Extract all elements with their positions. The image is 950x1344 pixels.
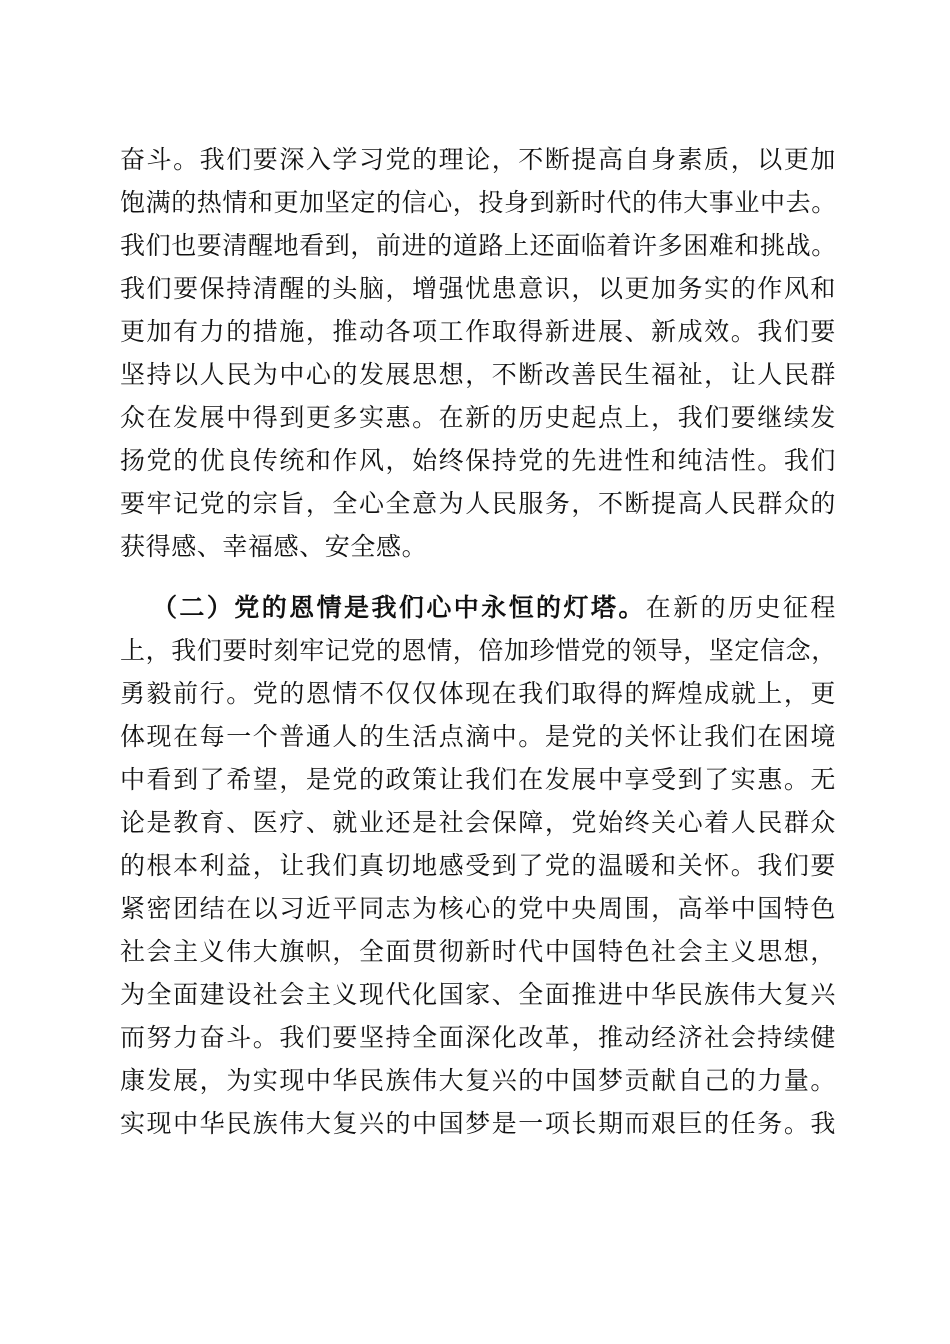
paragraph-line: 获得感、幸福感、安全感。	[120, 532, 428, 561]
paragraph-line: 奋斗。我们要深入学习党的理论，不断提高自身素质，以更加	[120, 145, 836, 174]
paragraph-line: 体现在每一个普通人的生活点滴中。是党的关怀让我们在困境	[120, 722, 836, 751]
paragraph-line: 勇毅前行。党的恩情不仅仅体现在我们取得的辉煌成就上，更	[120, 679, 836, 708]
section-first-line-text: 在新的历史征程	[645, 593, 836, 622]
section-heading: （二）党的恩情是我们心中永恒的灯塔。	[152, 593, 646, 622]
section-first-line	[152, 591, 836, 625]
paragraph-line: 论是教育、医疗、就业还是社会保障，党始终关心着人民群众	[120, 808, 836, 837]
paragraph-line: 更加有力的措施，推动各项工作取得新进展、新成效。我们要	[120, 317, 836, 346]
paragraph-line: 中看到了希望，是党的政策让我们在发展中享受到了实惠。无	[120, 765, 836, 794]
paragraph-line: 饱满的热情和更加坚定的信心，投身到新时代的伟大事业中去。	[120, 188, 837, 217]
paragraph-line: 众在发展中得到更多实惠。在新的历史起点上，我们要继续发	[120, 403, 836, 432]
paragraph-line: 扬党的优良传统和作风，始终保持党的先进性和纯洁性。我们	[120, 446, 836, 475]
paragraph-line: 为全面建设社会主义现代化国家、全面推进中华民族伟大复兴	[120, 980, 836, 1009]
paragraph-line: 要牢记党的宗旨，全心全意为人民服务，不断提高人民群众的	[120, 489, 836, 518]
paragraph-line: 社会主义伟大旗帜，全面贯彻新时代中国特色社会主义思想，	[120, 937, 836, 966]
paragraph-line: 的根本利益，让我们真切地感受到了党的温暖和关怀。我们要	[120, 851, 836, 880]
paragraph-line: 康发展，为实现中华民族伟大复兴的中国梦贡献自己的力量。	[120, 1066, 836, 1095]
paragraph-line: 紧密团结在以习近平同志为核心的党中央周围，高举中国特色	[120, 894, 836, 923]
paragraph-line: 我们也要清醒地看到，前进的道路上还面临着许多困难和挑战。	[120, 231, 837, 260]
paragraph-line: 坚持以人民为中心的发展思想，不断改善民生福祉，让人民群	[120, 360, 836, 389]
paragraph-line: 我们要保持清醒的头脑，增强忧患意识，以更加务实的作风和	[120, 274, 836, 303]
paragraph-line: 而努力奋斗。我们要坚持全面深化改革，推动经济社会持续健	[120, 1023, 836, 1052]
paragraph-line: 实现中华民族伟大复兴的中国梦是一项长期而艰巨的任务。我	[120, 1109, 836, 1138]
paragraph-line: 上，我们要时刻牢记党的恩情，倍加珍惜党的领导，坚定信念，	[120, 636, 837, 665]
